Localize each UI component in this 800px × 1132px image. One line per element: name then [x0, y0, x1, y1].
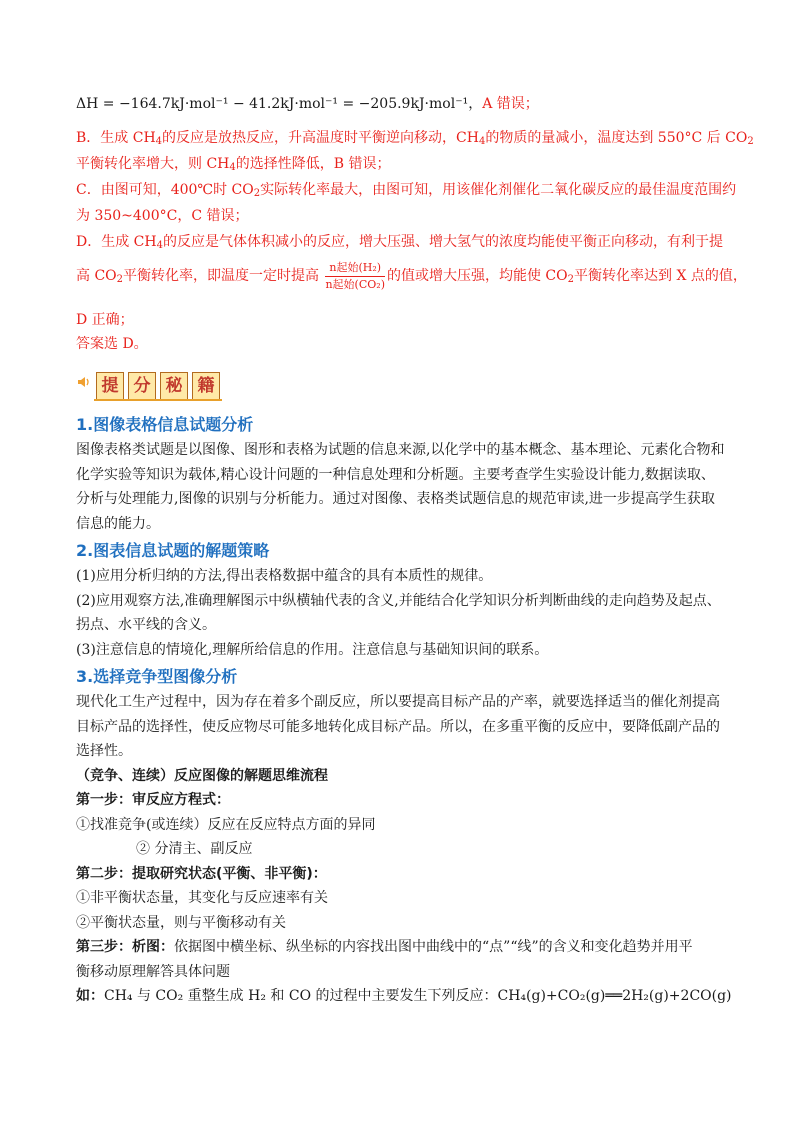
speaker-icon [76, 374, 92, 390]
paragraph-line: (1)应用分析归纳的方法,得出表格数据中蕴含的具有本质性的规律。 [76, 568, 493, 584]
text: 平衡转化率增大，则 CH [76, 156, 230, 172]
text: C．由图可知，400℃时 CO [76, 182, 254, 198]
text: 为 350~400°C，C 错误； [76, 208, 249, 224]
text: 的值或增大压强，均能使 CO [386, 268, 568, 284]
paragraph-line: 分析与处理能力,图像的识别与分析能力。通过对图像、表格类试题信息的规范审读,进一步提高学生获取 [76, 491, 715, 507]
option-c-line1: C．由图可知，400℃时 $CO_2$实际转化率最大，由图可知，用该催化剂催化二氧化碳反应的最佳温度范围约 [76, 182, 737, 199]
text: 的选择性降低，B 错误； [235, 156, 391, 172]
section-2 [76, 538, 736, 662]
step-2-title: 第二步：提取研究状态(平衡、非平衡)： [76, 865, 327, 882]
step-2-item: ①非平衡状态量，其变化与反应速率有关 [76, 890, 328, 906]
option-d-line1: D．生成 $CH_4$的反应是气体体积减小的反应，增大压强、增大氢气的浓度均能使平衡正向移动，有利于提 [76, 234, 723, 251]
tips-char: 分 [128, 372, 156, 400]
option-d-verdict [76, 308, 134, 332]
option-b-line2: 平衡转化率增大，则 $CH_4$的选择性降低，B 错误； [76, 156, 391, 173]
paragraph-line: 现代化工生产过程中，因为存在着多个副反应，所以要提高目标产品的产率，就要选择适当的催化剂提高 [76, 694, 720, 710]
section-1 [76, 412, 736, 536]
option-b-line1: B．生成 $CH_4$的反应是放热反应，升高温度时平衡逆向移动，$CH_4$的物质的量减小，温度达到 550°C 后 $CO_2$ [76, 130, 754, 147]
step-1-item: ② 分清主、副反应 [136, 841, 253, 857]
step-1-item: ①找准竞争(或连续）反应在反应特点方面的异同 [76, 816, 376, 833]
paragraph-line: 选择性。 [76, 743, 132, 759]
section-2-title: 2.图表信息试题的解题策略 [76, 541, 270, 560]
flow-title: （竞争、连续）反应图像的解题思维流程 [76, 767, 328, 784]
section-1-title: 1.图像表格信息试题分析 [76, 415, 254, 434]
step-3-text: 依据图中横坐标、纵坐标的内容找出图中曲线中的“点”“线”的含义和变化趋势并用平 [174, 939, 693, 955]
tips-char: 提 [96, 372, 124, 400]
text: 实际转化率最大，由图可知，用该催化剂催化二氧化碳反应的最佳温度范围约 [260, 182, 737, 198]
paragraph-line: 目标产品的选择性，使反应物尽可能多地转化成目标产品。所以，在多重平衡的反应中，要降低副产品的 [76, 718, 720, 735]
step-3-line [76, 935, 736, 960]
step-1-title: 第一步：审反应方程式： [76, 792, 230, 808]
text: 平衡转化率，即温度一定时提高 [123, 268, 320, 284]
paragraph-line: 图像表格类试题是以图像、图形和表格为试题的信息来源,以化学中的基本概念、基本理论、元素化合物和 [76, 442, 725, 458]
text: B．生成 CH [76, 130, 156, 146]
text: 平衡转化率达到 X 点的值， [574, 268, 747, 284]
enthalpy-formula: ΔH = −164.7kJ·mol⁻¹ − 41.2kJ·mol⁻¹ = −205.9kJ·mol⁻¹， [76, 96, 483, 112]
paragraph-line: 拐点、水平线的含义。 [76, 617, 216, 633]
text: 的反应是气体体积减小的反应，增大压强、增大氢气的浓度均能使平衡正向移动，有利于提 [162, 234, 723, 250]
tips-char: 籍 [192, 372, 220, 400]
paragraph-line: (3)注意信息的情境化,理解所给信息的作用。注意信息与基础知识间的联系。 [76, 641, 549, 658]
enthalpy-line [76, 92, 539, 116]
step-3-title: 第三步：析图： [76, 939, 174, 955]
step-2-item: ②平衡状态量，则与平衡移动有关 [76, 914, 286, 931]
option-d-line2: 高 $CO_2$平衡转化率，即温度一定时提高 $\frac{\text{n起始(H₂)}}{\text{n起始(CO₂)}}$ 的值或增大压强，均能使 $CO_2$平衡转化率达到 X 点的值， [76, 260, 747, 291]
text: 高 CO [76, 268, 117, 284]
fraction-numerator: n起始(H₂) [325, 260, 385, 277]
section-3-title: 3.选择竞争型图像分析 [76, 667, 238, 686]
option-c-line2 [76, 204, 249, 228]
option-a-verdict: A 错误； [482, 96, 539, 112]
tips-char: 秘 [160, 372, 188, 400]
ratio-fraction [325, 260, 385, 293]
step-3-line2: 衡移动原理解答具体问题 [76, 963, 230, 980]
fraction-denominator: n起始(CO₂) [325, 277, 385, 291]
text: D 正确； [76, 312, 134, 328]
text: 的反应是放热反应，升高温度时平衡逆向移动，CH [162, 130, 479, 146]
paragraph-line: (2)应用观察方法,准确理解图示中纵横轴代表的含义,并能结合化学知识分析判断曲线的走向趋势及起点、 [76, 592, 721, 609]
paragraph-line: 信息的能力。 [76, 515, 160, 532]
tips-underline [94, 399, 222, 401]
section-3 [76, 664, 736, 1009]
example-text: CH₄ 与 CO₂ 重整生成 H₂ 和 CO 的过程中主要发生下列反应：CH₄(g)+CO₂(g)══2H₂(g)+2CO(g) [104, 988, 732, 1004]
example-title: 如： [76, 988, 104, 1004]
paragraph-line: 化学实验等知识为载体,精心设计问题的一种信息处理和分析题。主要考查学生实验设计能力,数据读取、 [76, 466, 715, 483]
example-line [76, 984, 736, 1009]
text: 答案选 D。 [76, 336, 148, 352]
text: D．生成 CH [76, 234, 157, 250]
answer-line [76, 332, 148, 356]
text: 的物质的量减小，温度达到 550°C 后 CO [485, 130, 748, 146]
